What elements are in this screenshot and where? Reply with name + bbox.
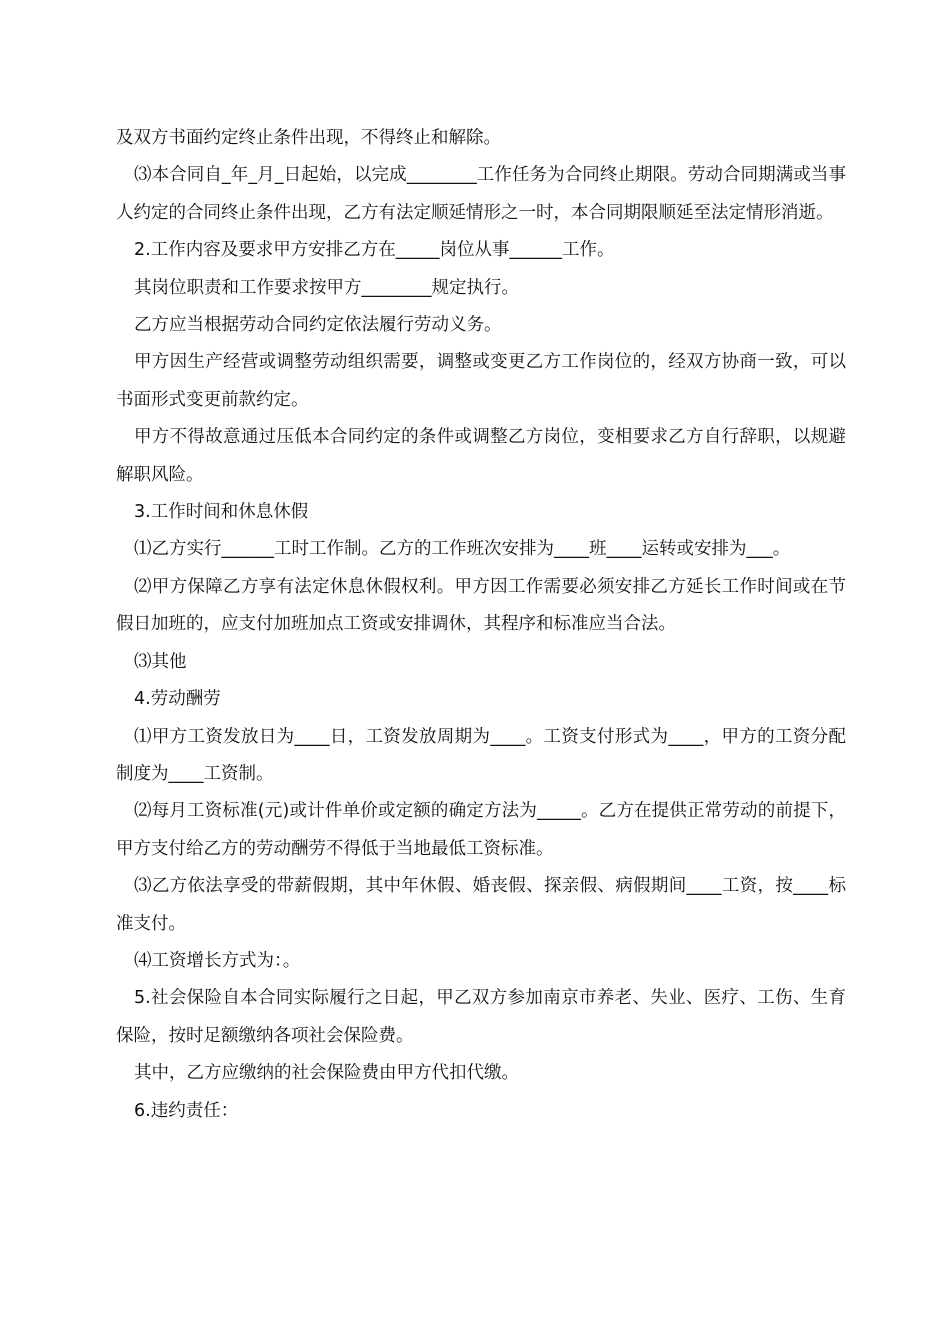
paragraph-position-change: 甲方因生产经营或调整劳动组织需要，调整或变更乙方工作岗位的，经双方协商一致，可以书面形式变更前款约定。 bbox=[116, 352, 846, 410]
paragraph-termination-conditions: 及双方书面约定终止条件出现，不得终止和解除。 bbox=[116, 128, 501, 148]
paragraph-rest-and-leave: ⑵甲方保障乙方享有法定休息休假权利。甲方因工作需要必须安排乙方延长工作时间或在节假日加班的，应支付加班加点工资或安排调休，其程序和标准应当合法。 bbox=[116, 576, 846, 635]
section-heading-working-hours: 3.工作时间和休息休假 bbox=[134, 502, 309, 523]
paragraph-wage-growth: ⑷工资增长方式为：。 bbox=[134, 950, 301, 971]
paragraph-working-hours-system: ⑴乙方实行______工时工作制。乙方的工作班次安排为____班____运转或安排为___。 bbox=[134, 539, 791, 560]
paragraph-insurance-withholding: 其中，乙方应缴纳的社会保险费由甲方代扣代缴。 bbox=[134, 1063, 519, 1084]
paragraph-pay-schedule: ⑴甲方工资发放日为____日，工资发放周期为____。工资支付形式为____，甲方的工资分配制度为____工资制。 bbox=[116, 726, 846, 784]
paragraph-wage-standard: ⑵每月工资标准(元)或计件单价或定额的确定方法为_____。乙方在提供正常劳动的前提下，甲方支付给乙方的劳动酬劳不得低于当地最低工资标准。 bbox=[116, 801, 846, 859]
section-heading-liability: 6.违约责任： bbox=[134, 1100, 239, 1121]
section-heading-remuneration: 4.劳动酬劳 bbox=[134, 689, 221, 710]
document-body bbox=[116, 120, 846, 1130]
paragraph-work-content: 2.工作内容及要求甲方安排乙方在_____岗位从事______工作。 bbox=[134, 240, 615, 261]
paragraph-contract-term: ⑶本合同自_年_月_日起始，以完成________工作任务为合同终止期限。劳动合同期满或当事人约定的合同终止条件出现，乙方有法定顺延情形之一时，本合同期限顺延至法定情形消逝。 bbox=[116, 165, 846, 223]
paragraph-job-duties: 其岗位职责和工作要求按甲方________规定执行。 bbox=[134, 277, 519, 298]
paragraph-labor-obligations: 乙方应当根据劳动合同约定依法履行劳动义务。 bbox=[134, 315, 502, 336]
paragraph-other: ⑶其他 bbox=[134, 651, 187, 672]
paragraph-paid-leave: ⑶乙方依法享受的带薪假期，其中年休假、婚丧假、探亲假、病假期间____工资，按____标准支付。 bbox=[116, 876, 846, 934]
paragraph-no-forced-resignation: 甲方不得故意通过压低本合同约定的条件或调整乙方岗位，变相要求乙方自行辞职，以规避解职风险。 bbox=[116, 427, 846, 485]
paragraph-social-insurance: 5.社会保险自本合同实际履行之日起，甲乙双方参加南京市养老、失业、医疗、工伤、生育保险，按时足额缴纳各项社会保险费。 bbox=[116, 988, 846, 1046]
